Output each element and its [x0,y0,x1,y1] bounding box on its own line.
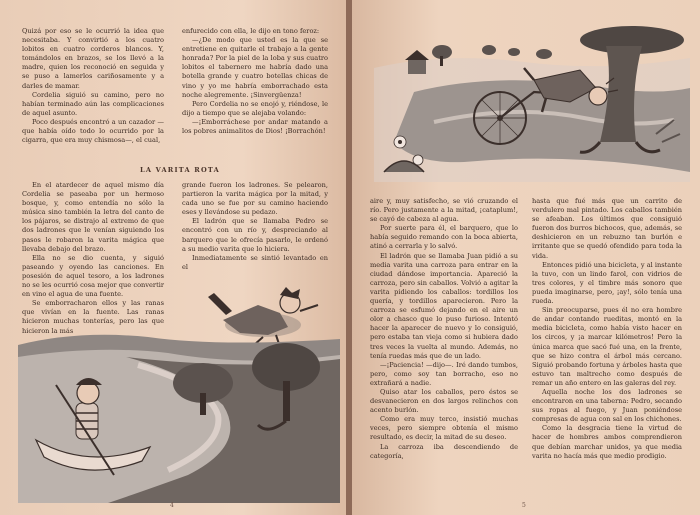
paragraph: enfurecido con ella, le dijo en tono feroz: [182,27,320,35]
paragraph: Poco después encontró a un cazador — que había oído todo lo ocurrido por la cigarra, que era muy chismosa—, el cual, [22,117,164,145]
paragraph: En el atardecer de aquel mismo día Cordelia se paseaba por un hermoso bosque, y, como entendía no sólo la música sino también la letra del canto de los pájaros, se distrajo al extremo de que dos ladrones que le venían siguiendo los pasos le robaron la varita mágica que llevaba debajo del brazo. [22,181,164,253]
paragraph: —¿De modo que usted es la que se entretiene en quitarle el trabajo a la gente honrada? Por la piel de la loba y sus cuatro lobitos el tabernero me habría dado una botella grande y cuatro botellas chicas de vino y yo me habría emborrachado esta noche alegremente. ¡Sinvergüenza! [182,36,328,99]
paragraph: Inmediatamente se sintió levantado en el [182,253,328,271]
chapter-heading: LA VARITA ROTA [140,166,220,174]
paragraph: El ladrón que se llamaba Pedro se encontró con un río y, despreciando al barquero que le ofrecía pasarlo, le ordenó a su medio varita que lo hiciera. [182,217,328,253]
right-page [352,0,700,515]
distant-house-icon [405,50,429,74]
paragraph: Por suerte para él, el barquero, que lo había seguido remando con la boca abierta, atinó a cerrarla y lo salvó. [370,224,518,251]
river-illustration [18,275,340,503]
paragraph: aire y, muy satisfecho, se vió cruzando el río. Pero justamente a la mitad, ¡cataplum!, se cayó de cabeza al agua. [370,197,518,224]
paragraph: Sin preocuparse, pues él no era hombre de andar contando rueditas, montó en la media bicicleta, como había visto hacer en los circos, y ¡a marcar kilómetros! Pero la única marca que sacó fué una, en la frente, que se hizo contra el árbol más cercano. Siguió probando fortuna y árboles hasta que estuvo tan maltrecho como después de remar un año entero en las galeras del rey. [532,306,682,387]
left-page [0,0,346,515]
paragraph: Como la desgracia tiene la virtud de hacer de hombres ambos comprendieron que debían marchar unidos, ya que media varita no hacía más que medio prodigio. [532,424,682,460]
page-number: 4 [170,502,174,509]
paragraph: Quizá por eso se le ocurrió la idea que necesitaba. Y convirtió a los cuatro lobitos en cuatro corderos blancos. Y, tomándolos en brazos, se los llevó a la madre, quien los reconoció en seguida y se puso a lamerlos cariñosamente y a darles de mamar. [22,27,164,90]
paragraph: Ella no se dio cuenta, y siguió paseando y oyendo las canciones. En posesión de aquel tesoro, a los ladrones no se les ocurrió cosa mejor que convertir en vino el agua de una fuente. [22,253,164,299]
right-column-1 [370,197,518,461]
bicycle-illustration [374,22,690,182]
paragraph: Aquella noche los dos ladrones se encontraron en una taberna: Pedro, secando sus ropas al fuego, y Juan poniéndose compresas de agua con sal en los chichones. [532,387,682,424]
left-column-2-mid [182,181,328,272]
paragraph: Cordelia siguió su camino, pero no habían terminado aún las complicaciones de aquel asunto. [22,90,164,117]
paragraph: Se emborracharon ellos y las ranas que vivían en la fuente. Las ranas hicieron muchas tonterías, pero las que hicieron la más [22,299,164,335]
paragraph: Entonces pidió una bicicleta, y al instante la tuvo, con un lindo farol, con vidrios de tres colores, y el timbre más sonoro que pueda imaginarse, pero, ¡ay!, sólo tenía una rueda. [532,260,682,306]
paragraph: hasta que fué más que un carrito de verdulero mal pintado. Los caballos también se afeaban. Los últimos que consiguió fueron dos burros bichocos, que, además, se deshicieron en un rebuzno tan burlón e irritante que se quedó ofendido para toda la vida. [532,197,682,260]
left-column-2-top [182,27,328,136]
left-column-1-top [22,27,164,145]
paragraph: Como era muy terco, insistió muchas veces, pero siempre obtenía el mismo resultado, es decir, la mitad de su deseo. [370,415,518,442]
paragraph: —¡Emborráchese por andar matando a los pobres animalitos de Dios! ¡Borrachón! [182,117,328,136]
paragraph: Pero Cordelia no se enojó y, riéndose, le dijo a tiempo que se alejaba volando: [182,99,328,117]
paragraph: La carroza iba descendiendo de categoría, [370,442,518,460]
paragraph: grande fueron los ladrones. Se pelearon, partieron la varita mágica por la mitad, y cada uno se fue por su camino haciendo eses y llevándose su pedazo. [182,181,328,217]
flying-thief-figure [208,287,318,347]
tree-icon [482,45,552,59]
paragraph: —¡Paciencia! —dijo—. Iré dando tumbos, pero, como soy tan borracho, eso no extrañará a nadie. [370,360,518,387]
paragraph: Quiso atar los caballos, pero éstos se desvanecieron en dos largos relinchos con acento burlón. [370,387,518,415]
paragraph: El ladrón que se llamaba Juan pidió a su media varita una carroza para entrar en la ciudad dándose importancia. Apareció la carroza, pero sin caballos. Volvió a agitar la varita pidiendo los caballos: tordillos los quería, y tordillos aparecieron. Pero la carroza se esfumó dejando en el aire un olor a chasco que lo puso furioso. Intentó hacer la aparecer de nuevo y lo consiguió, pero estaba tan vieja como si hubiera dado tres veces la vuelta al mundo. Además, no tenía ruedas más que de un lado. [370,251,518,360]
right-column-2 [532,197,682,461]
page-number: 5 [522,502,526,509]
